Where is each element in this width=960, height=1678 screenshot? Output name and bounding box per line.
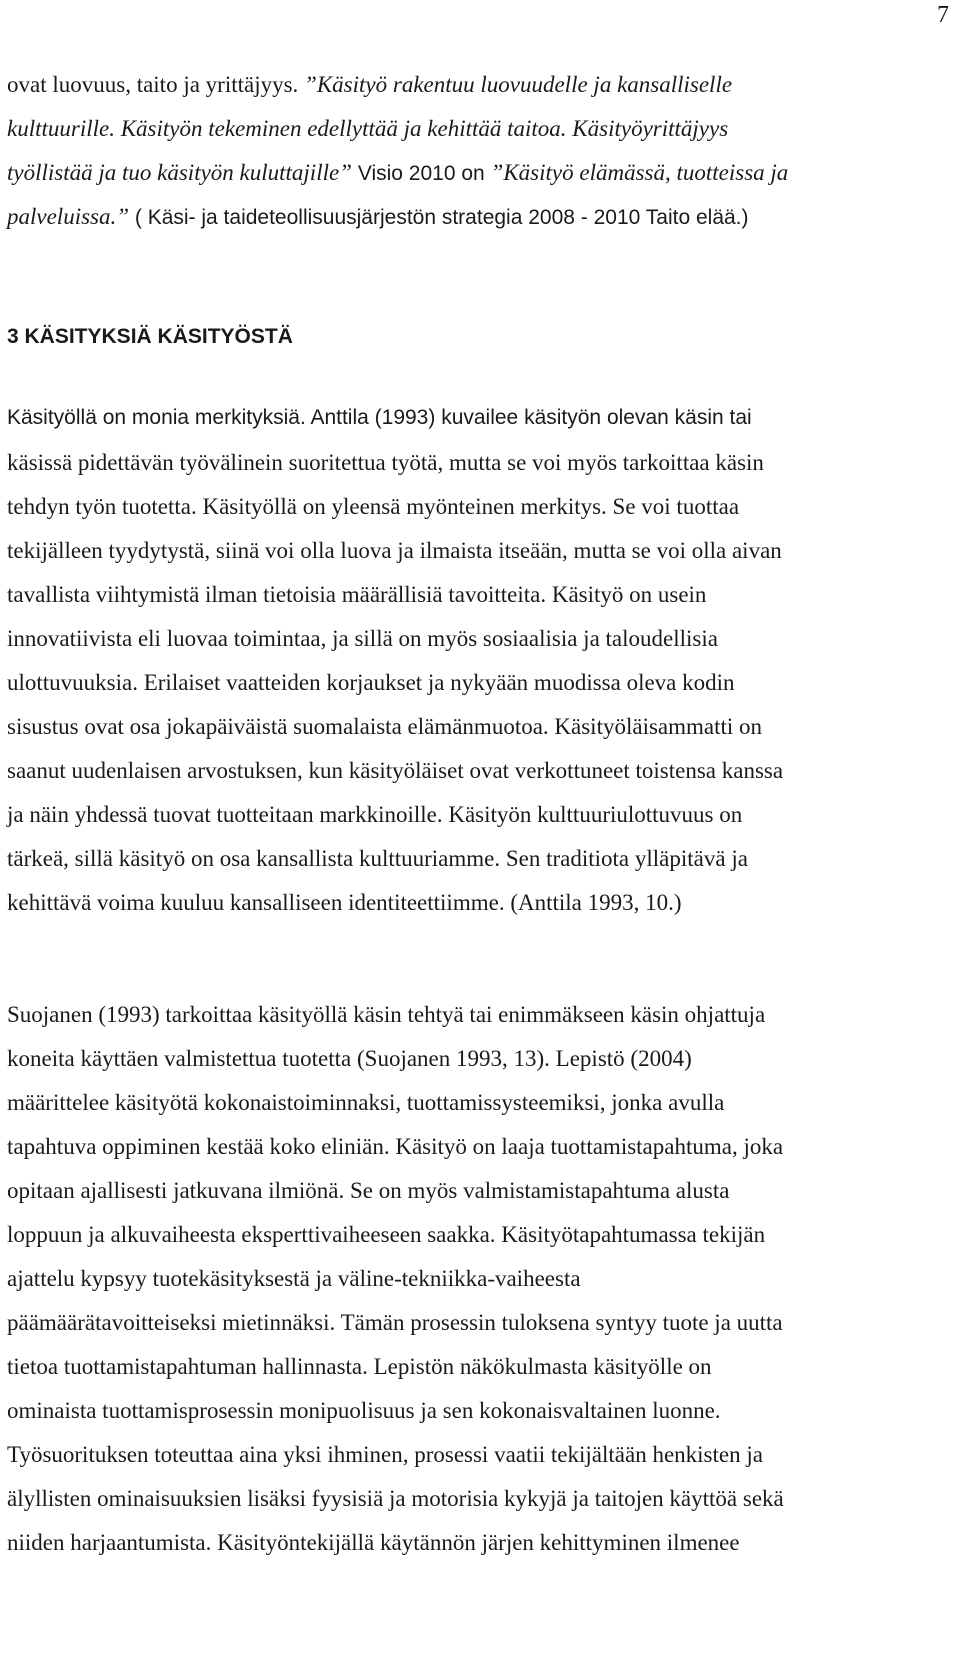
quote-span: ”Käsityö rakentuu luovuudelle ja kansalliselle [304,72,733,97]
text-line: määrittelee käsityötä kokonaistoiminnaksi, tuottamissysteemiksi, jonka avulla [7,1090,725,1115]
text-line [7,204,749,230]
text-line: niiden harjaantumista. Käsityöntekijällä käytännön järjen kehittyminen ilmenee [7,1530,740,1555]
page-number: 7 [937,2,949,28]
text-line: saanut uudenlaisen arvostuksen, kun käsityöläiset ovat verkottuneet toistensa kanssa [7,758,784,783]
section-heading: 3 KÄSITYKSIÄ KÄSITYÖSTÄ [7,325,293,348]
text-line: päämäärätavoitteiseksi mietinnäksi. Tämän prosessin tuloksena syntyy tuote ja uutta [7,1310,783,1335]
text-line: opitaan ajallisesti jatkuvana ilmiönä. Se on myös valmistamistapahtuma alusta [7,1178,730,1203]
quote-span: kulttuurille. Käsityön tekeminen edellyttää ja kehittää taitoa. Käsityöyrittäjyys [7,116,729,141]
text-line: ajattelu kypsyy tuotekäsityksestä ja väline-tekniikka-vaiheesta [7,1266,581,1291]
text-line: käsissä pidettävän työvälinein suoritettua työtä, mutta se voi myös tarkoittaa käsin [7,450,764,475]
text-line: sisustus ovat osa jokapäiväistä suomalaista elämänmuotoa. Käsityöläisammatti on [7,714,763,739]
text-line [7,72,732,98]
quote-span: ”Käsityö elämässä, tuotteissa ja [490,160,789,185]
text-line: innovatiivista eli luovaa toimintaa, ja sillä on myös sosiaalisia ja taloudellisia [7,626,718,651]
text-line: ja näin yhdessä tuovat tuotteitaan markkinoille. Käsityön kulttuuriulottuvuus on [7,802,743,827]
text-line [7,160,788,186]
text-line: tietoa tuottamistapahtuman hallinnasta. Lepistön näkökulmasta käsityölle on [7,1354,712,1379]
text-line: ulottuvuuksia. Erilaiset vaatteiden korjaukset ja nykyään muodissa oleva kodin [7,670,735,695]
text-line [7,116,728,142]
text-line: ominaista tuottamisprosessin monipuolisuus ja sen kokonaisvaltainen luonne. [7,1398,721,1423]
text-line: Työsuorituksen toteuttaa aina yksi ihminen, prosessi vaatii tekijältään henkisten ja [7,1442,763,1467]
text-line: koneita käyttäen valmistettua tuotetta (Suojanen 1993, 13). Lepistö (2004) [7,1046,692,1071]
text-line: tapahtuva oppiminen kestää koko eliniän. Käsityö on laaja tuottamistapahtuma, joka [7,1134,784,1159]
text-line: kehittävä voima kuuluu kansalliseen identiteettiimme. (Anttila 1993, 10.) [7,890,682,915]
text-span: Visio 2010 on [351,162,491,185]
text-line: Suojanen (1993) tarkoittaa käsityöllä käsin tehtyä tai enimmäkseen käsin ohjattuja [7,1002,766,1027]
quote-span: työllistää ja tuo käsityön kuluttajille” [7,160,352,185]
text-line: älyllisten ominaisuuksien lisäksi fyysisiä ja motorisia kykyjä ja taitojen käyttöä sekä [7,1486,784,1511]
text-line: tekijälleen tyydytystä, siinä voi olla luova ja ilmaista itseään, mutta se voi olla aivan [7,538,782,563]
quote-span: palveluissa.” [7,204,130,229]
text-line: tehdyn työn tuotetta. Käsityöllä on yleensä myönteinen merkitys. Se voi tuottaa [7,494,740,519]
text-line: tavallista viihtymistä ilman tietoisia määrällisiä tavoitteita. Käsityö on usein [7,582,707,607]
text-line: loppuun ja alkuvaiheesta eksperttivaiheeseen saakka. Käsityötapahtumassa tekijän [7,1222,766,1247]
text-line: Käsityöllä on monia merkityksiä. Anttila (1993) kuvailee käsityön olevan käsin tai [7,406,752,429]
text-line: tärkeä, sillä käsityö on osa kansallista kulttuuriamme. Sen traditiota ylläpitävä ja [7,846,748,871]
citation-span: ( Käsi- ja taideteollisuusjärjestön strategia 2008 - 2010 Taito elää.) [129,206,749,229]
text-span: ovat luovuus, taito ja yrittäjyys. [7,72,305,97]
